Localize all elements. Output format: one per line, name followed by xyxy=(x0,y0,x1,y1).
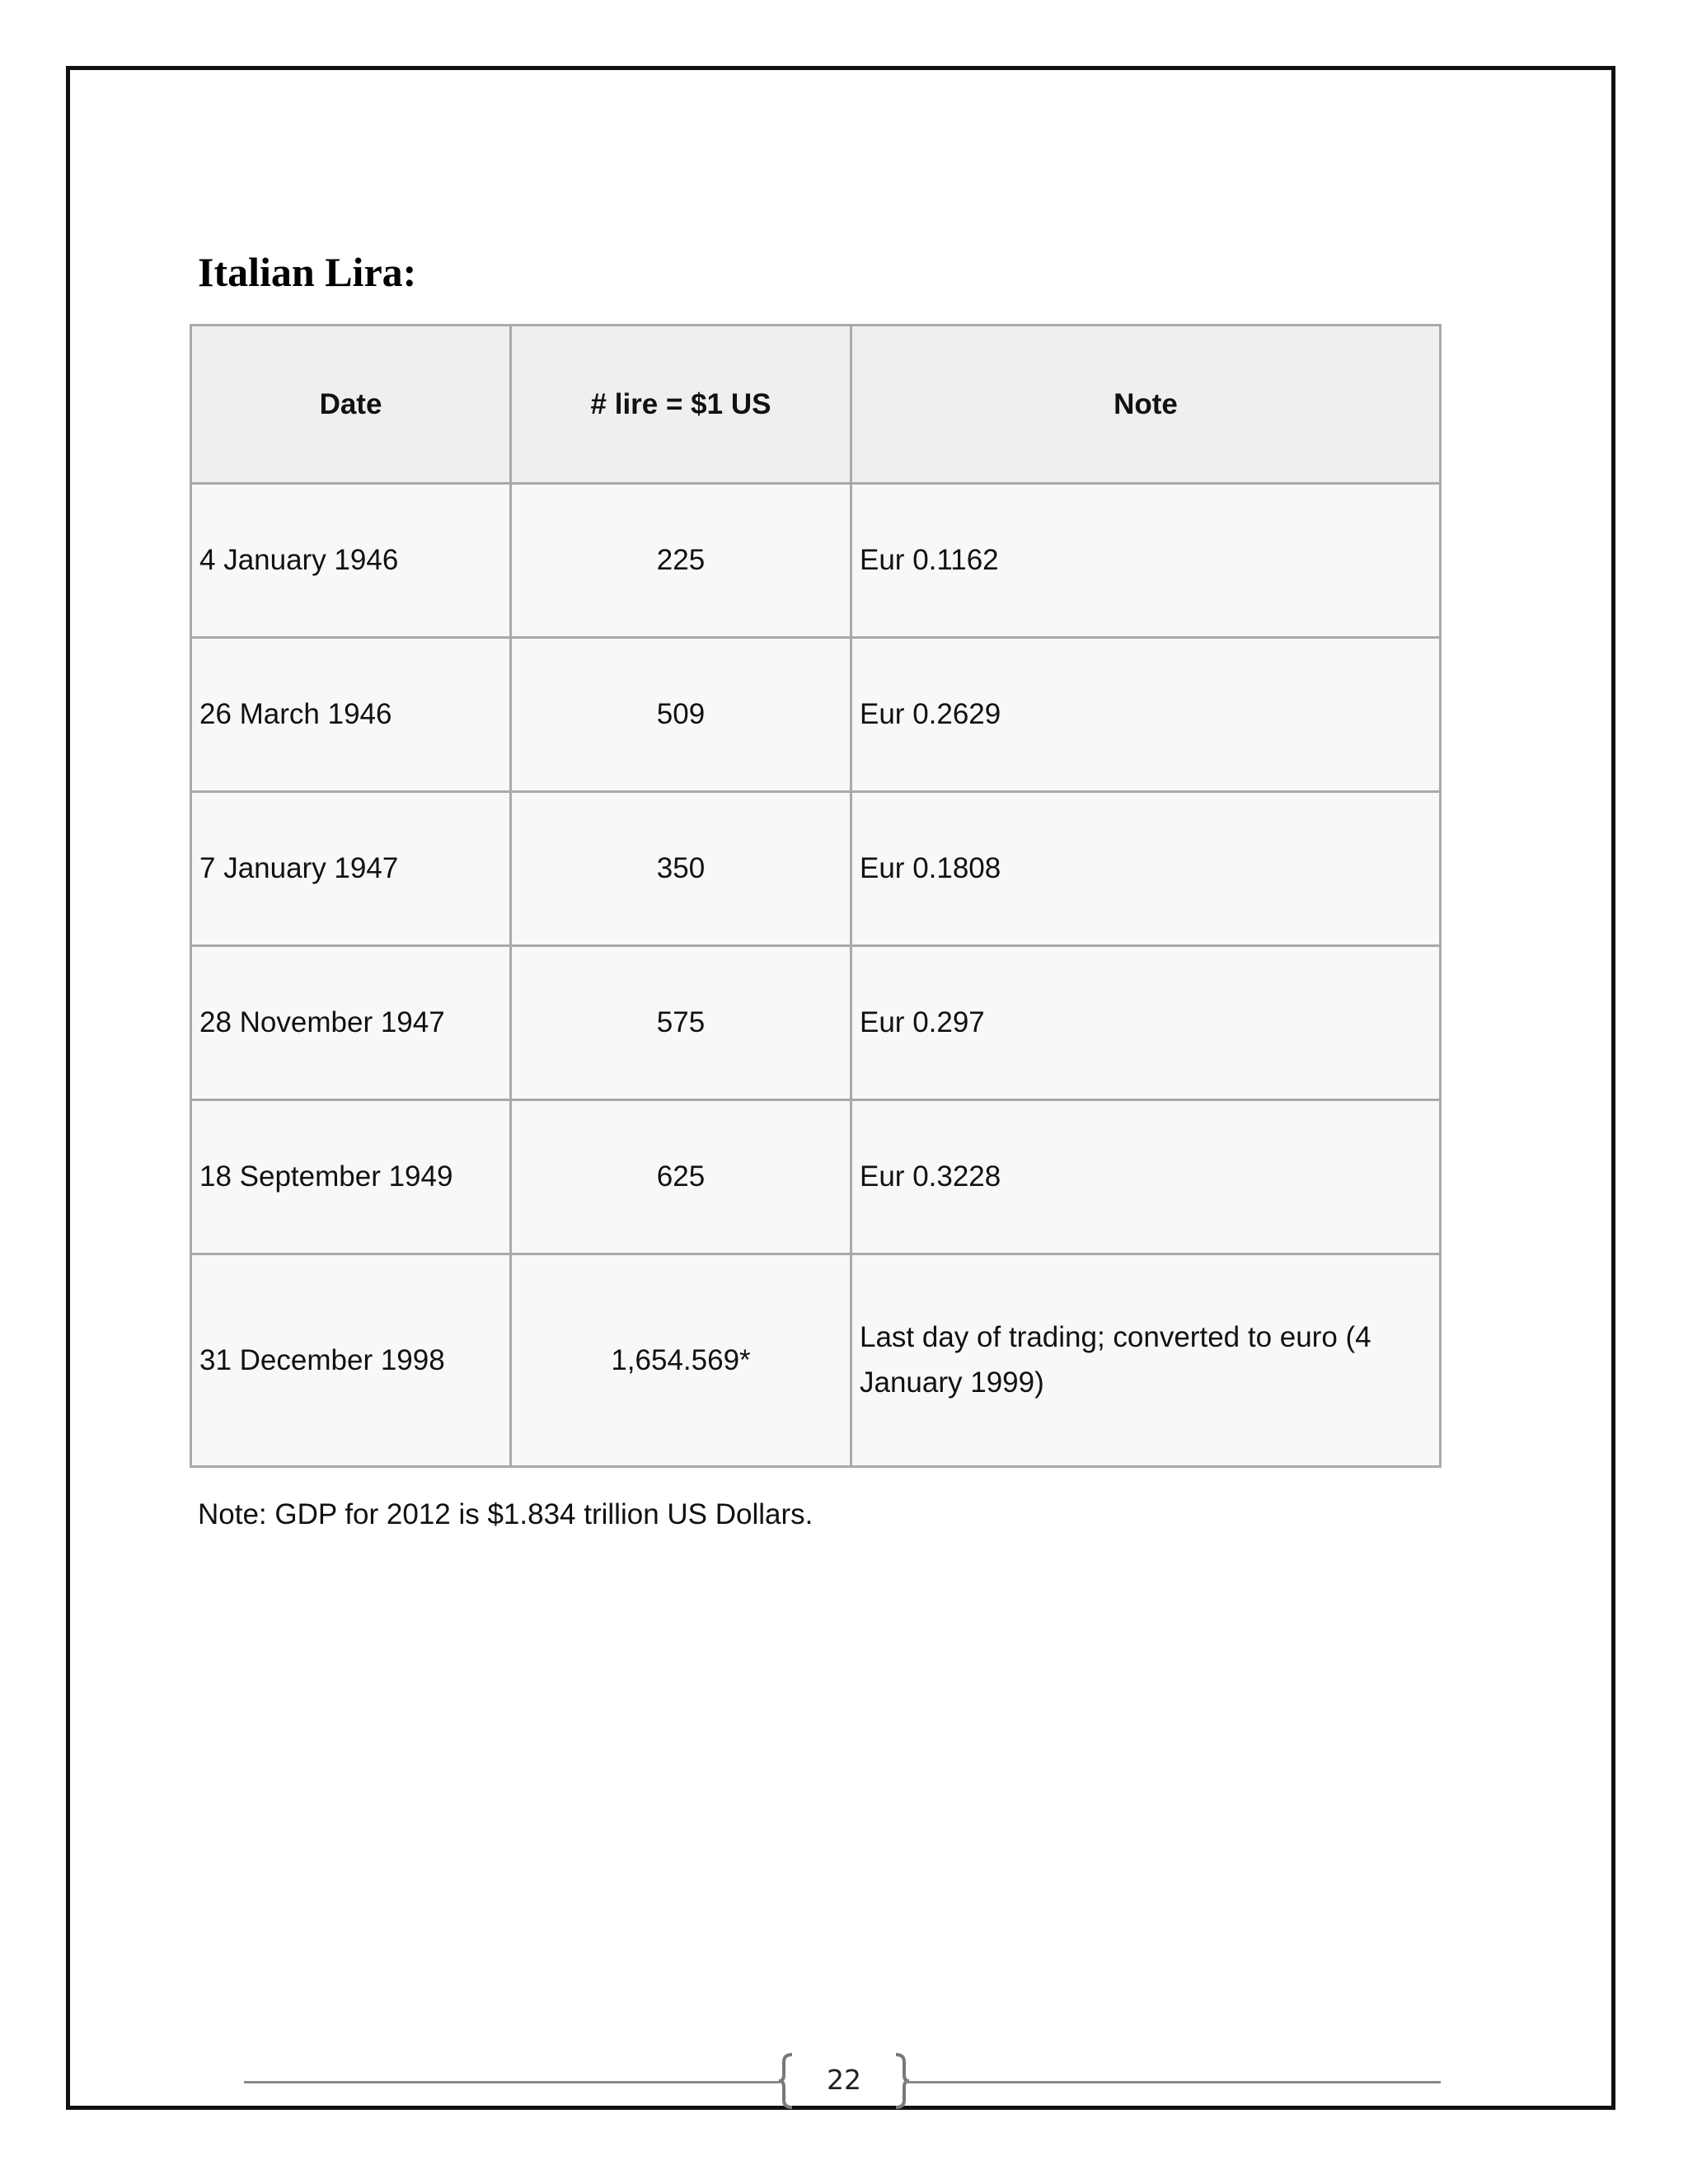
table-row xyxy=(191,484,1441,638)
gdp-footnote: Note: GDP for 2012 is $1.834 trillion US Dollars. xyxy=(198,1498,814,1530)
cell-note: Eur 0.3228 xyxy=(851,1100,1441,1254)
cell-date: 26 March 1946 xyxy=(191,638,511,792)
cell-rate: 225 xyxy=(511,484,851,638)
cell-rate: 509 xyxy=(511,638,851,792)
cell-rate: 625 xyxy=(511,1100,851,1254)
table-row xyxy=(191,1254,1441,1467)
left-bracket-icon xyxy=(777,2052,795,2110)
table-row xyxy=(191,792,1441,946)
cell-note: Eur 0.2629 xyxy=(851,638,1441,792)
page-number: 22 xyxy=(827,2064,861,2096)
column-header-date: Date xyxy=(191,326,511,484)
column-header-rate: # lire = $1 US xyxy=(511,326,851,484)
table-row xyxy=(191,638,1441,792)
cell-date: 18 September 1949 xyxy=(191,1100,511,1254)
cell-date: 7 January 1947 xyxy=(191,792,511,946)
cell-date: 28 November 1947 xyxy=(191,946,511,1100)
footer-rule-left xyxy=(244,2081,780,2083)
table-header-row xyxy=(191,326,1441,484)
cell-rate: 1,654.569* xyxy=(511,1254,851,1467)
cell-note: Eur 0.1162 xyxy=(851,484,1441,638)
cell-note: Eur 0.297 xyxy=(851,946,1441,1100)
table-row xyxy=(191,946,1441,1100)
cell-rate: 350 xyxy=(511,792,851,946)
cell-note: Last day of trading; converted to euro (4 January 1999) xyxy=(851,1254,1441,1467)
cell-note: Eur 0.1808 xyxy=(851,792,1441,946)
footer-rule-right xyxy=(905,2081,1441,2083)
table-row xyxy=(191,1100,1441,1254)
exchange-rate-table xyxy=(190,324,1442,1468)
cell-date: 31 December 1998 xyxy=(191,1254,511,1467)
section-heading: Italian Lira: xyxy=(198,249,417,295)
column-header-note: Note xyxy=(851,326,1441,484)
cell-rate: 575 xyxy=(511,946,851,1100)
cell-date: 4 January 1946 xyxy=(191,484,511,638)
